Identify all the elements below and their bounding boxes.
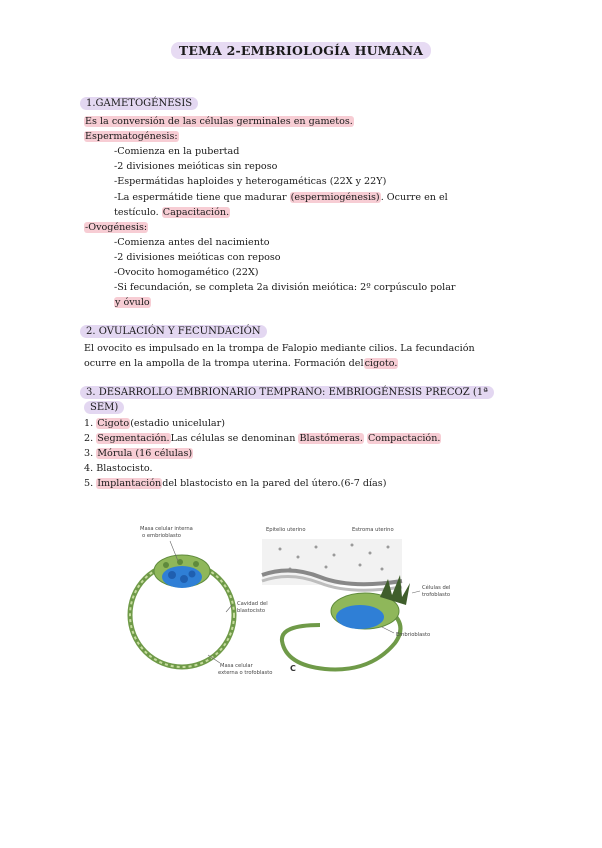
label-celulas-1: Células del <box>422 585 451 591</box>
stage-item-1: 1. Cigoto(estadio unicelular) <box>84 418 225 429</box>
ovo-item-4: -Si fecundación, se completa 2a división meiótica: 2º corpúsculo polar <box>114 282 456 293</box>
label-cav-1: Cavidad del <box>237 601 268 607</box>
ovulacion-text-line-1: El ovocito es impulsado en la trompa de Falopio mediante cilios. La fecundación <box>84 343 475 354</box>
esp-item-2: -2 divisiones meióticas sin reposo <box>114 161 278 172</box>
esp-item-3: -Espermátidas haploides y heterogaméticas (22X y 22Y) <box>114 176 387 187</box>
esp-item-1: -Comienza en la pubertad <box>114 146 240 157</box>
stage-item-4: 4. Blastocisto. <box>84 463 153 474</box>
blastocyst-figure <box>120 517 467 683</box>
stage-item-2: 2. Segmentación.Las células se denominan Blastómeras. Compactación. <box>84 433 441 444</box>
label-mce-2: externa o trofoblasto <box>218 670 273 676</box>
espermatogenesis-label: Espermatogénesis: <box>85 131 178 142</box>
implantation-drawing <box>262 539 410 669</box>
blastocyst-drawing <box>130 555 234 667</box>
ovo-item-2: -2 divisiones meióticas con reposo <box>114 252 281 263</box>
ovulacion-text-line-2: ocurre en la ampolla de la trompa uterina. Formación delcigoto. <box>84 358 398 369</box>
stage-item-5: 5. Implantacióndel blastocisto en la pared del útero.(6-7 días) <box>84 478 387 489</box>
label-mce-1: Masa celular <box>220 663 253 669</box>
esp-item-4-cont: testículo. Capacitación. <box>114 207 230 218</box>
esp-item-4: -La espermátide tiene que madurar (espermiogénesis). Ocurre en el <box>114 192 448 203</box>
stage-item-3: 3. Mórula (16 células) <box>84 448 193 459</box>
section-2-heading: 2. OVULACIÓN Y FECUNDACIÓN <box>80 326 267 338</box>
title-text: TEMA 2-EMBRIOLOGÍA HUMANA <box>171 42 431 59</box>
gametogenesis-definition: Es la conversión de las células germinales en gametos. <box>85 116 353 127</box>
label-cav-2: blastocisto <box>237 608 266 614</box>
label-epitelio: Epitelio uterino <box>266 527 306 533</box>
ovogenesis-label: -Ovogénesis: <box>85 222 148 233</box>
label-mcm-1: Masa celular interna <box>140 526 193 532</box>
page-title <box>0 43 602 58</box>
ovo-item-1: -Comienza antes del nacimiento <box>114 237 270 248</box>
label-celulas-2: trofoblasto <box>422 592 451 598</box>
section-3-heading-cont: SEM) <box>84 402 124 414</box>
label-embrioblasto: Embrioblasto <box>396 632 431 638</box>
label-mcm-2: o embrioblasto <box>142 533 181 539</box>
label-estroma: Estroma uterino <box>352 527 394 533</box>
ovo-item-3: -Ovocito homogamético (22X) <box>114 267 259 278</box>
section-3-heading: 3. DESARROLLO EMBRIONARIO TEMPRANO: EMBRIOGÉNESIS PRECOZ (1ª <box>80 387 494 399</box>
label-letter: C <box>290 664 296 673</box>
ovo-item-4-cont: y óvulo <box>115 297 150 308</box>
section-1-heading: 1.GAMETOGÉNESIS <box>80 98 198 110</box>
